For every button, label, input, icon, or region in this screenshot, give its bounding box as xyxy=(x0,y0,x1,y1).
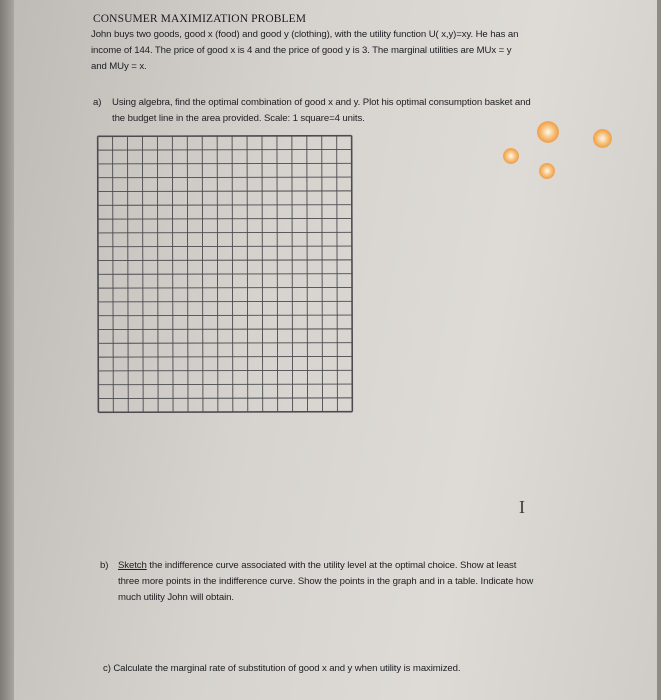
intro-line-3: and MUy = x. xyxy=(91,61,147,72)
grid-horizontal-line xyxy=(98,260,352,261)
question-a-line-1: Using algebra, find the optimal combination of good x and y. Plot his optimal consumption basket and xyxy=(112,97,531,108)
grid-horizontal-line xyxy=(98,149,352,150)
grid-horizontal-line xyxy=(98,343,352,344)
grid-horizontal-line xyxy=(98,246,352,247)
grid-horizontal-line xyxy=(98,384,352,385)
question-b-text xyxy=(118,558,598,606)
grid-horizontal-line xyxy=(98,315,352,316)
question-b-label: b) xyxy=(100,560,109,571)
graph-grid-lines xyxy=(97,135,354,414)
grid-horizontal-line xyxy=(98,412,352,413)
intro-line-1: John buys two goods, good x (food) and good y (clothing), with the utility function U( x,y)=xy. He has an xyxy=(91,29,519,40)
problem-intro xyxy=(91,27,601,75)
text-cursor-icon: I xyxy=(519,497,525,517)
page-left-shadow xyxy=(0,0,14,700)
intro-line-2: income of 144. The price of good x is 4 and the price of good y is 3. The marginal utilities are MUx = y xyxy=(91,45,512,56)
grid-horizontal-line xyxy=(98,136,352,137)
grid-horizontal-line xyxy=(98,163,352,164)
light-reflection xyxy=(503,148,519,164)
light-reflection xyxy=(539,163,555,179)
grid-horizontal-line xyxy=(98,301,352,302)
grid-horizontal-line xyxy=(98,329,352,330)
problem-title: CONSUMER MAXIMIZATION PROBLEM xyxy=(93,13,307,25)
question-b-line-1 xyxy=(118,558,598,574)
grid-horizontal-line xyxy=(98,191,352,192)
grid-horizontal-line xyxy=(98,274,352,275)
page-right-edge xyxy=(657,0,661,700)
question-b-line-1-rest: the indifference curve associated with the utility level at the optimal choice. Show at least xyxy=(146,560,517,571)
question-a-line-2: the budget line in the area provided. Scale: 1 square=4 units. xyxy=(112,113,365,124)
question-a-label: a) xyxy=(93,97,102,108)
grid-horizontal-line xyxy=(98,287,352,288)
grid-horizontal-line xyxy=(98,177,352,178)
question-b-keyword: Sketch xyxy=(118,560,147,571)
graph-grid xyxy=(97,135,354,414)
grid-horizontal-line xyxy=(98,398,352,399)
question-b-line-2: three more points in the indifference curve. Show the points in the graph and in a table. Indicate how xyxy=(118,576,534,587)
question-a-text xyxy=(112,95,592,127)
question-c-text: c) Calculate the marginal rate of substitution of good x and y when utility is maximized. xyxy=(103,663,461,674)
light-reflection xyxy=(593,129,612,148)
grid-horizontal-line xyxy=(98,370,352,371)
grid-horizontal-line xyxy=(98,205,352,206)
grid-horizontal-line xyxy=(98,218,352,219)
grid-horizontal-line xyxy=(98,232,352,233)
question-b-line-3: much utility John will obtain. xyxy=(118,592,234,603)
light-reflection xyxy=(537,121,559,143)
grid-horizontal-line xyxy=(98,356,352,357)
